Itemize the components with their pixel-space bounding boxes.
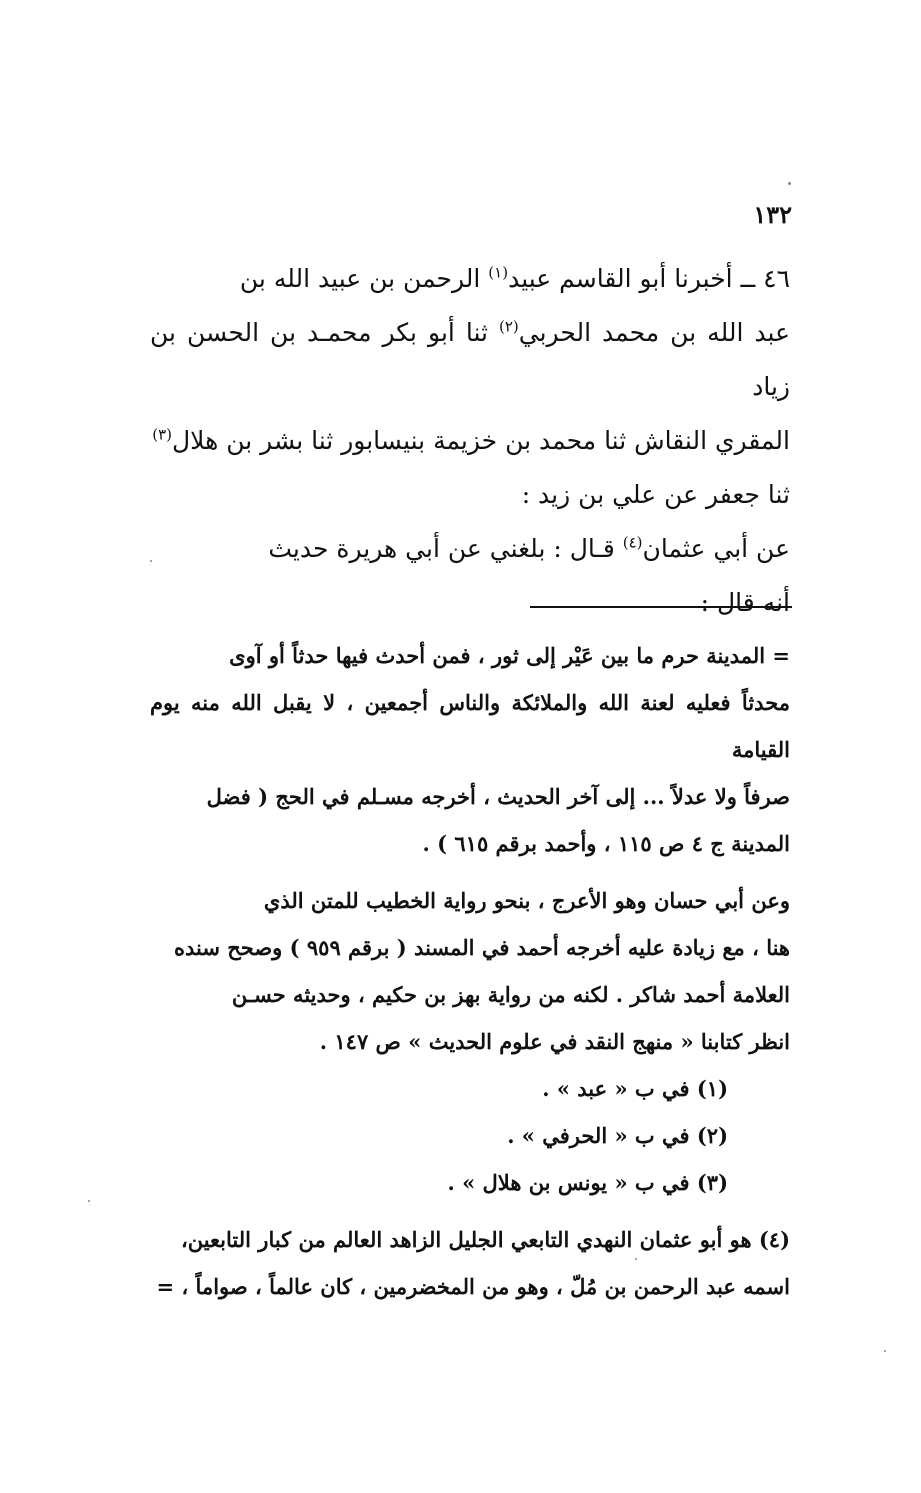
footnote-marker: (١) (488, 263, 509, 282)
footnote-1: (١) في ب « عبد » . (542, 1076, 728, 1101)
main-line (150, 414, 790, 468)
text-segment: عبد الله بن محمد الحربي (518, 318, 790, 347)
scan-speck (150, 560, 152, 562)
main-line (150, 468, 790, 522)
footnote-2: (٢) في ب « الحرفي » . (507, 1123, 728, 1148)
footnote-line: محدثاً فعليه لعنة الله والملائكة والناس أجمعين ، لا يقبل الله منه يوم القيامة (150, 690, 790, 762)
scan-speck (88, 1200, 90, 1202)
text-segment: قـال : بلغني عن أبي هريرة حديث (268, 534, 623, 563)
main-line (150, 252, 790, 306)
text-segment: عن أبي عثمان (642, 534, 790, 563)
footnote-marker: (٤) (622, 533, 643, 552)
page-number: ١٣٢ (753, 200, 792, 229)
footnote-line: صرفاً ولا عدلاً ... إلى آخر الحديث ، أخرجه مسـلم في الحج ( فضل (206, 784, 790, 809)
footnote-line: وعن أبي حسان وهو الأعرج ، بنحو رواية الخطيب للمتن الذي (263, 888, 790, 913)
footnote-separator (530, 606, 792, 608)
footnotes (150, 632, 790, 1310)
main-line (150, 576, 790, 630)
footnote-line: هنا ، مع زيادة عليه أخرجه أحمد في المسند ( برقم ٩٥٩ ) وصحح سنده (173, 935, 790, 960)
main-line (150, 306, 790, 414)
footnote-4-line: (٤) هو أبو عثمان النهدي التابعي الجليل الزاهد العالم من كبار التابعين، (180, 1227, 790, 1252)
footnote-3: (٣) في ب « يونس بن هلال » . (447, 1170, 728, 1195)
footnote-line: المدينة ج ٤ ص ١١٥ ، وأحمد برقم ٦١٥ ) . (422, 831, 790, 856)
footnote-marker: (٢) (498, 317, 519, 336)
text-segment: ثنا جعفر عن علي بن زيد : (521, 480, 790, 509)
scan-speck (884, 1350, 886, 1352)
scan-speck (635, 1258, 637, 1260)
footnote-4-line: اسمه عبد الرحمن بن مُلّ ، وهو من المخضرمين ، كان عالماً ، صواماً ، = (156, 1274, 790, 1299)
footnote-line: انظر كتابنا « منهج النقد في علوم الحديث » ص ١٤٧ . (319, 1029, 790, 1054)
main-line (150, 522, 790, 576)
text-segment: ٤٦ ــ أخبرنا أبو القاسم عبيد (508, 264, 790, 293)
scan-speck (788, 182, 791, 185)
footnote-line: العلامة أحمد شاكر . لكنه من رواية بهز بن حكيم ، وحديثه حسـن (231, 982, 790, 1007)
text-segment: الرحمن بن عبيد الله بن (239, 264, 489, 293)
main-text (150, 252, 790, 630)
text-segment: ثنا أبو بكر محمـد بن الحسن بن زياد (150, 318, 790, 401)
text-segment: أنه قال : (700, 588, 790, 617)
footnote-marker: (٣) (152, 425, 172, 444)
text-segment: المقري النقاش ثنا محمد بن خزيمة بنيسابور ثنا بشر بن هلال (172, 426, 790, 455)
footnote-line: = المدينة حرم ما بين عَيْر إلى ثور ، فمن أحدث فيها حدثاً أو آوى (229, 643, 790, 668)
